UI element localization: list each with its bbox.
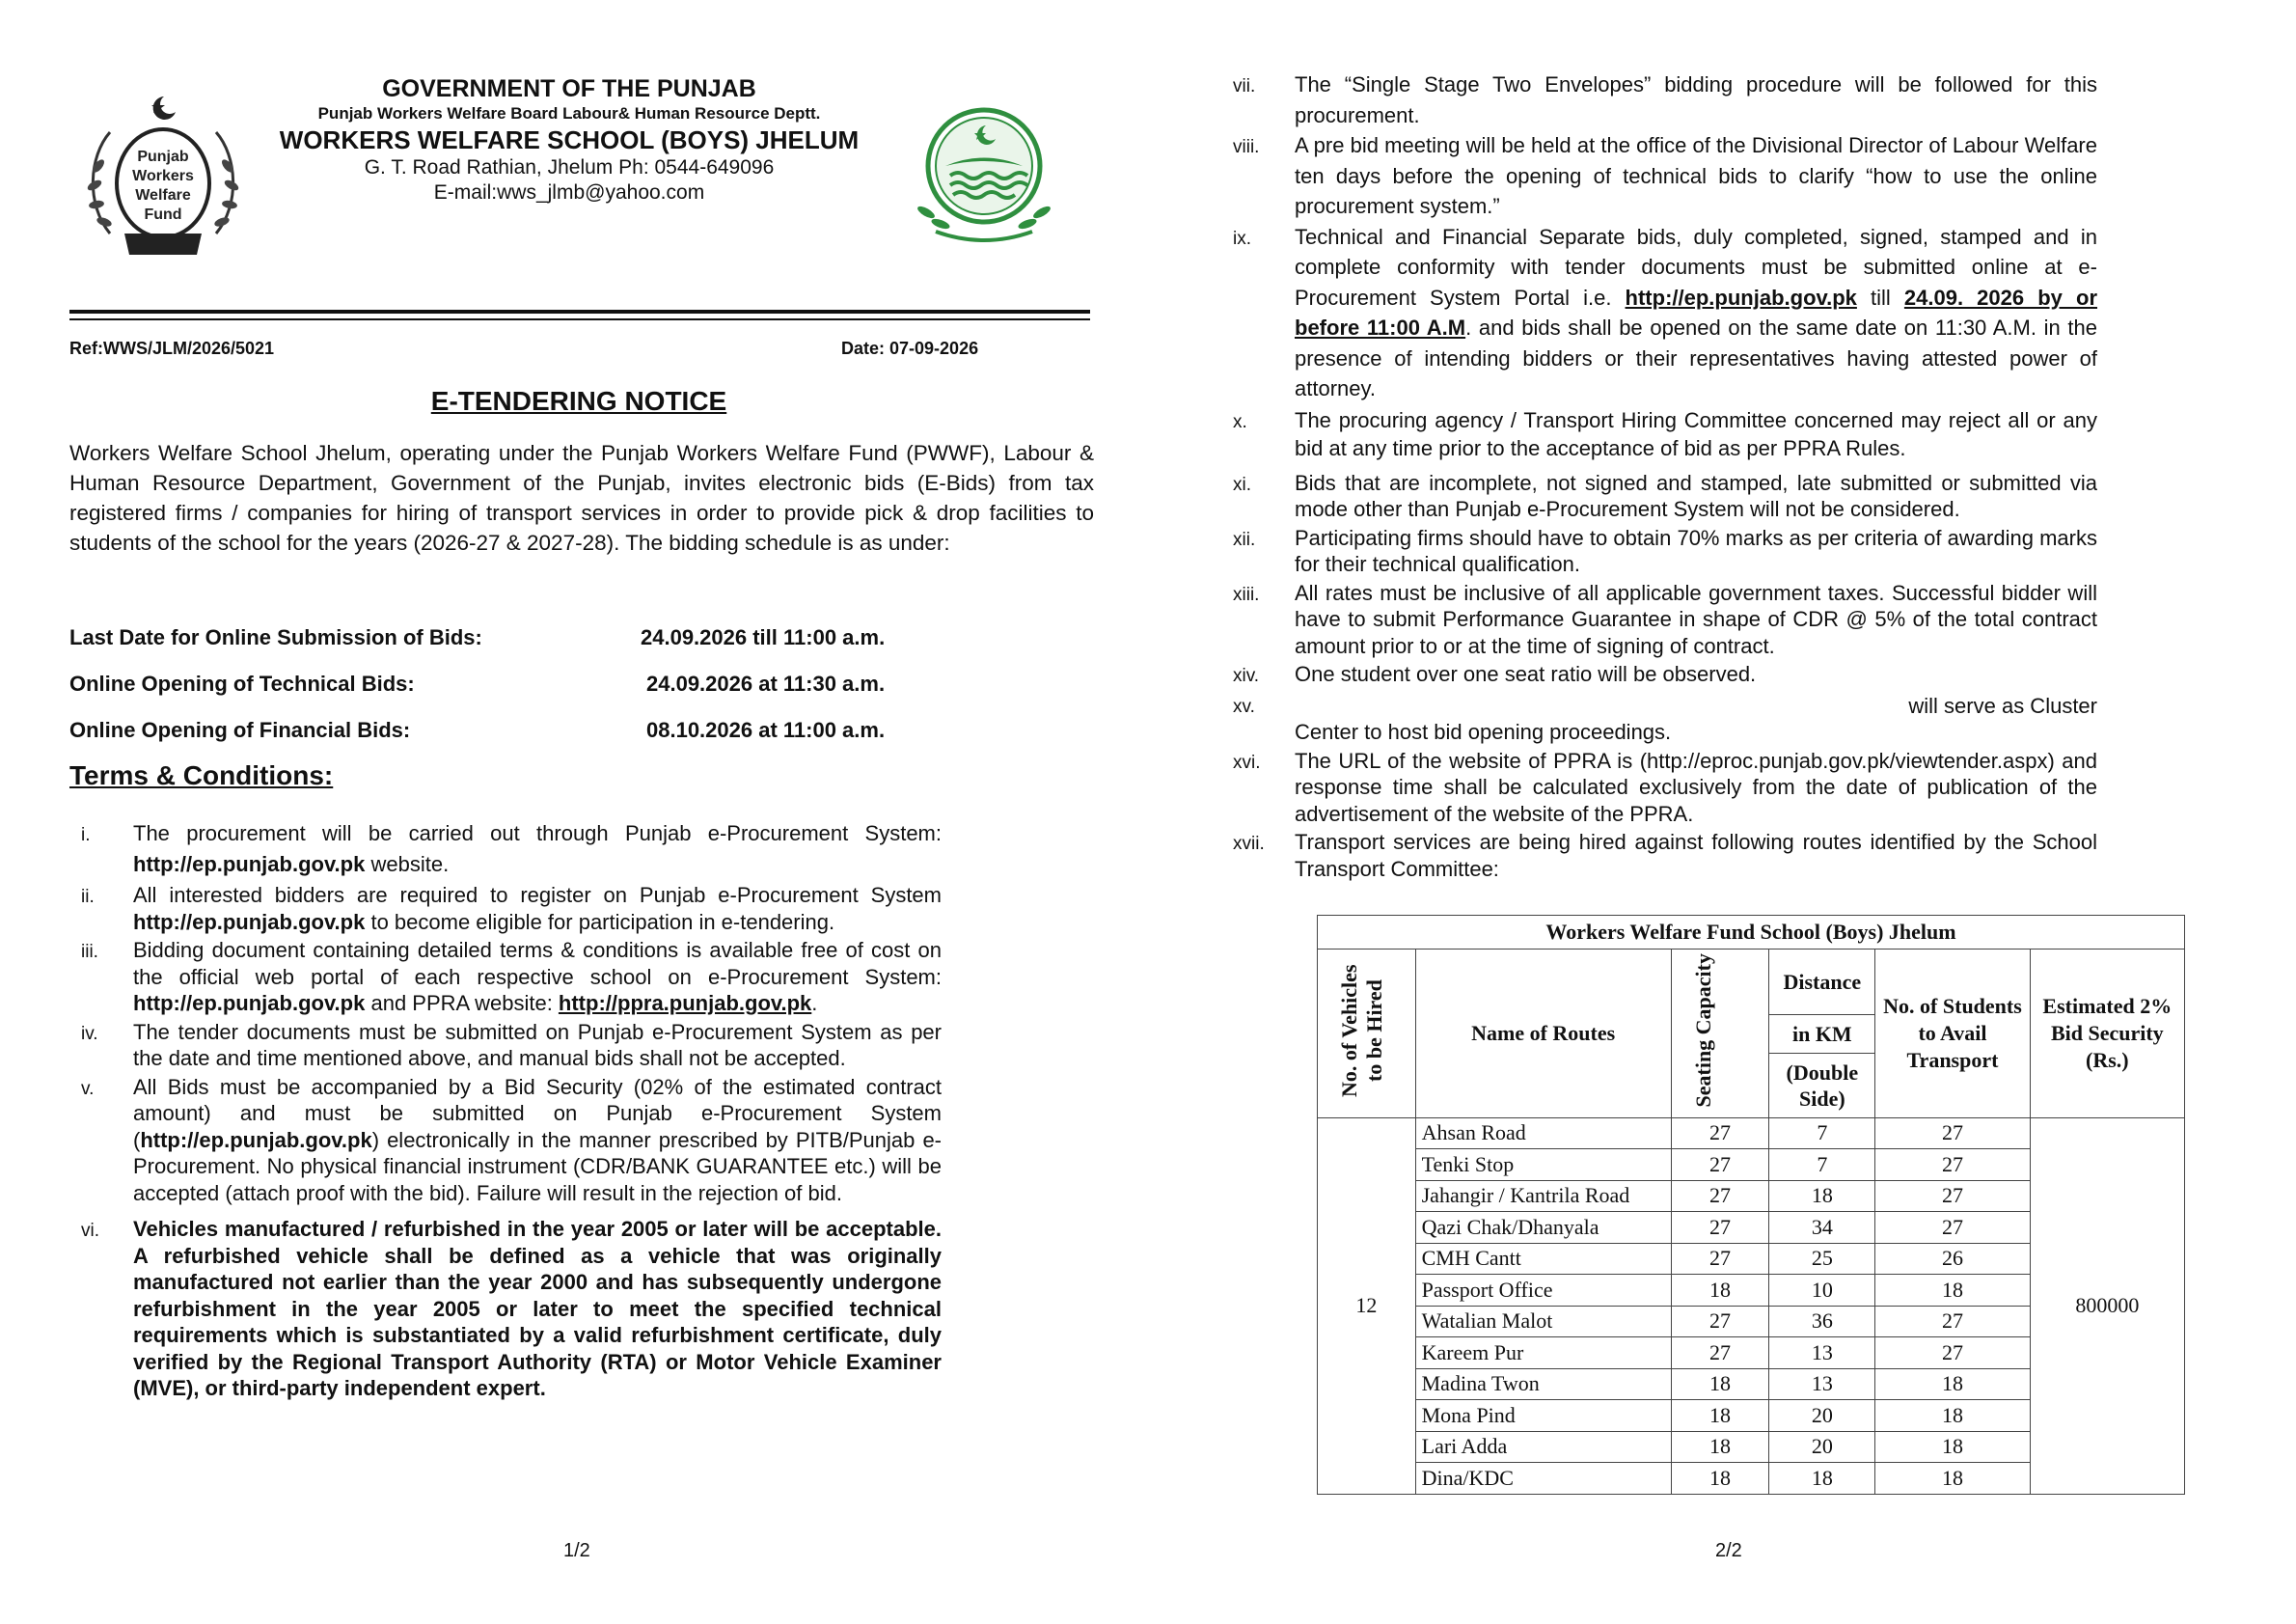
students-count: 18 xyxy=(1875,1275,2030,1307)
term-number: xv. xyxy=(1233,696,1255,717)
distance-km: 18 xyxy=(1769,1463,1875,1495)
seating-capacity: 18 xyxy=(1671,1275,1769,1307)
route-name: Madina Twon xyxy=(1415,1368,1671,1400)
term-xvi xyxy=(1233,748,2097,828)
distance-km: 36 xyxy=(1769,1306,1875,1337)
term-text: website. xyxy=(365,852,450,876)
term-text: will serve as Cluster xyxy=(1908,693,2097,718)
redacted-text xyxy=(1349,692,1908,713)
header-board: Punjab Workers Welfare Board Labour& Human Resource Deptt. xyxy=(317,104,821,123)
header-routes: Name of Routes xyxy=(1415,950,1671,1118)
term-number: xiv. xyxy=(1233,666,1260,686)
term-number: viii. xyxy=(1233,137,1260,157)
term-text: The “Single Stage Two Envelopes” bidding procedure will be followed for this procurement. xyxy=(1295,72,2097,127)
header-vehicles-text: No. of Vehicles to be Hired xyxy=(1337,964,1387,1097)
route-name: Qazi Chak/Dhanyala xyxy=(1415,1212,1671,1244)
term-number: xvii. xyxy=(1233,834,1265,854)
term-link[interactable]: http://ep.punjab.gov.pk xyxy=(1625,285,1857,310)
reference-number: Ref:WWS/JLM/2026/5021 xyxy=(69,339,275,358)
term-number: i. xyxy=(81,825,91,845)
seating-capacity: 27 xyxy=(1671,1180,1769,1212)
students-count: 27 xyxy=(1875,1180,2030,1212)
vehicles-count: 12 xyxy=(1318,1117,1416,1494)
term-text: till xyxy=(1856,285,1904,310)
term-text: and PPRA website: xyxy=(365,991,559,1015)
route-name: Mona Pind xyxy=(1415,1400,1671,1432)
term-iii xyxy=(81,937,942,1017)
term-number: xvi. xyxy=(1233,752,1261,773)
seating-capacity: 18 xyxy=(1671,1431,1769,1463)
route-name: Kareem Pur xyxy=(1415,1337,1671,1369)
term-text: The procurement will be carried out through Punjab e-Procurement System: xyxy=(133,821,942,845)
routes-table xyxy=(1317,915,2185,1495)
route-name: Lari Adda xyxy=(1415,1431,1671,1463)
schedule-value: 24.09.2026 at 11:30 a.m. xyxy=(646,672,886,696)
seating-capacity: 27 xyxy=(1671,1117,1769,1149)
term-text: A pre bid meeting will be held at the office of the Divisional Director of Labour Welfare ten days before the opening of technical bids to clarify “how to use the online procurement system.” xyxy=(1295,133,2097,218)
route-name: Jahangir / Kantrila Road xyxy=(1415,1180,1671,1212)
term-number: x. xyxy=(1233,411,1247,432)
schedule-label: Last Date for Online Submission of Bids: xyxy=(69,625,482,649)
term-ix xyxy=(1233,222,2098,404)
term-x xyxy=(1233,406,2097,462)
term-xii xyxy=(1233,525,2097,578)
distance-km: 34 xyxy=(1769,1212,1875,1244)
students-count: 27 xyxy=(1875,1212,2030,1244)
header-school: WORKERS WELFARE SCHOOL (BOYS) JHELUM xyxy=(279,125,860,154)
terms-heading: Terms & Conditions: xyxy=(69,760,334,790)
students-count: 27 xyxy=(1875,1337,2030,1369)
pwwf-logo xyxy=(81,89,245,262)
header-distance-unit: in KM xyxy=(1769,1015,1875,1054)
term-ii xyxy=(81,882,942,935)
distance-km: 10 xyxy=(1769,1275,1875,1307)
header-divider xyxy=(69,310,1090,314)
header-security: Estimated 2% Bid Security (Rs.) xyxy=(2030,950,2184,1118)
distance-km: 20 xyxy=(1769,1400,1875,1432)
term-text: All Bids must be accompanied by a Bid Security (02% of the estimated contract amount) and must be submitted on Punjab e-Procurement System ( xyxy=(133,1074,942,1152)
term-text: One student over one seat ratio will be observed. xyxy=(1295,662,1757,686)
term-xiii xyxy=(1233,580,2097,660)
distance-km: 18 xyxy=(1769,1180,1875,1212)
svg-text:Fund: Fund xyxy=(144,206,182,223)
term-deadline: 24.09. 2026 by or before 11:00 A.M xyxy=(1295,285,2098,340)
term-number: vii. xyxy=(1233,76,1256,96)
distance-km: 7 xyxy=(1769,1117,1875,1149)
intro-paragraph: Workers Welfare School Jhelum, operating under the Punjab Workers Welfare Fund (PWWF), Labour & Human Resource Department, Government of the Punjab, invites electronic bids (E-Bids) from tax registered firms / companies for hiring of transport services in order to provide pick & drop facilities to students of the school for the years (2026-27 & 2027-28). The bidding schedule is as under: xyxy=(69,441,1094,555)
header-address: G. T. Road Rathian, Jhelum Ph: 0544-649096 xyxy=(364,156,775,179)
header-distance: Distance xyxy=(1769,950,1875,1015)
schedule-value: 08.10.2026 at 11:00 a.m. xyxy=(646,718,886,742)
table-row xyxy=(1318,1117,2185,1149)
page-number-left: 1/2 xyxy=(563,1540,590,1561)
term-number: iv. xyxy=(81,1023,98,1044)
term-number: ii. xyxy=(81,887,95,907)
students-count: 18 xyxy=(1875,1368,2030,1400)
header-email: E-mail:wws_jlmb@yahoo.com xyxy=(433,181,705,204)
header-distance-note: (Double Side) xyxy=(1769,1054,1875,1117)
schedule-label: Online Opening of Financial Bids: xyxy=(69,718,411,742)
header-seating-text: Seating Capacity xyxy=(1691,953,1716,1108)
term-text: Participating firms should have to obtain 70% marks as per criteria of awarding marks for their technical qualification. xyxy=(1295,525,2097,576)
svg-text:Punjab: Punjab xyxy=(137,149,189,165)
punjab-govt-emblem xyxy=(897,96,1071,251)
bid-security-amount: 800000 xyxy=(2030,1117,2184,1494)
header-divider-thin xyxy=(69,318,1090,320)
term-number: v. xyxy=(81,1078,95,1099)
seating-capacity: 18 xyxy=(1671,1368,1769,1400)
distance-km: 20 xyxy=(1769,1431,1875,1463)
header-seating xyxy=(1671,950,1769,1118)
seating-capacity: 27 xyxy=(1671,1212,1769,1244)
term-v xyxy=(81,1074,942,1207)
term-link[interactable]: http://ep.punjab.gov.pk xyxy=(133,991,366,1015)
term-text: All rates must be inclusive of all applicable government taxes. Successful bidder will have to submit Performance Guarantee in shape of CDR @ 5% of the total contract amount prior to or at the time of signing of contract. xyxy=(1295,580,2097,658)
route-name: Passport Office xyxy=(1415,1275,1671,1307)
notice-title: E-TENDERING NOTICE xyxy=(430,386,727,416)
term-text: Bids that are incomplete, not signed and stamped, late submitted or submitted via mode other than Punjab e-Procurement System will not be considered. xyxy=(1295,470,2097,521)
term-number: vi. xyxy=(81,1221,99,1241)
term-text: . xyxy=(811,991,818,1015)
distance-km: 7 xyxy=(1769,1149,1875,1181)
page-number-right: 2/2 xyxy=(1715,1540,1742,1561)
term-text: Technical and Financial Separate bids, duly completed, signed, stamped and in complete conformity with tender documents must be submitted online at e-Procurement System Portal i.e. xyxy=(1295,224,2097,310)
term-text: The procuring agency / Transport Hiring Committee concerned may reject all or any bid at any time prior to the acceptance of bid as per PPRA Rules. xyxy=(1295,407,2097,460)
term-xi xyxy=(1233,470,2097,523)
term-number: xi. xyxy=(1233,474,1251,495)
term-vi xyxy=(81,1216,942,1402)
term-text: Transport services are being hired against following routes identified by the School Transport Committee: xyxy=(1295,830,2097,881)
term-link[interactable]: http://ep.punjab.gov.pk xyxy=(133,852,366,876)
term-text: to become eligible for participation in e-tendering. xyxy=(365,909,835,934)
term-text: The tender documents must be submitted on Punjab e-Procurement System as per the date and time mentioned above, and manual bids shall not be accepted. xyxy=(133,1019,942,1070)
notice-date: Date: 07-09-2026 xyxy=(841,339,979,358)
route-rows xyxy=(1318,1117,2185,1494)
students-count: 18 xyxy=(1875,1463,2030,1495)
svg-text:Welfare: Welfare xyxy=(135,187,191,204)
term-iv xyxy=(81,1019,942,1072)
term-link[interactable]: http://ep.punjab.gov.pk xyxy=(133,909,366,934)
seating-capacity: 18 xyxy=(1671,1400,1769,1432)
students-count: 27 xyxy=(1875,1306,2030,1337)
students-count: 18 xyxy=(1875,1400,2030,1432)
term-vii xyxy=(1233,69,2097,130)
term-text: Bidding document containing detailed terms & conditions is available free of cost on the official web portal of each respective school on e-Procurement System: xyxy=(133,938,942,989)
term-i xyxy=(81,818,942,880)
term-xvii xyxy=(1233,829,2097,882)
terms-list-left xyxy=(81,818,942,1402)
students-count: 18 xyxy=(1875,1431,2030,1463)
header-government: GOVERNMENT OF THE PUNJAB xyxy=(382,75,756,102)
term-xv xyxy=(1233,692,2097,746)
term-number: xiii. xyxy=(1233,584,1260,605)
route-name: Ahsan Road xyxy=(1415,1117,1671,1149)
distance-km: 13 xyxy=(1769,1368,1875,1400)
route-name: Watalian Malot xyxy=(1415,1306,1671,1337)
seating-capacity: 27 xyxy=(1671,1149,1769,1181)
header-students: No. of Students to Avail Transport xyxy=(1875,950,2030,1118)
route-name: Dina/KDC xyxy=(1415,1463,1671,1495)
term-text: The URL of the website of PPRA is (http://eproc.punjab.gov.pk/viewtender.aspx) and response time shall be calculated exclusively from the date of publication of the advertisement of the website of the PPRA. xyxy=(1295,748,2097,826)
term-text: ) electronically in the manner prescribed by PITB/Punjab e-Procurement. No physical financial instrument (CDR/BANK GUARANTEE etc.) will be accepted (attach proof with the bid). Failure will result in the rejection of bid. xyxy=(133,1127,942,1205)
term-link[interactable]: http://ep.punjab.gov.pk xyxy=(140,1127,372,1152)
term-text: . and bids shall be opened on the same date on 11:30 A.M. in the presence of intending bidders or their representatives having attested power of attorney. xyxy=(1295,316,2097,400)
seating-capacity: 27 xyxy=(1671,1306,1769,1337)
distance-km: 13 xyxy=(1769,1337,1875,1369)
students-count: 26 xyxy=(1875,1243,2030,1275)
distance-km: 25 xyxy=(1769,1243,1875,1275)
seating-capacity: 27 xyxy=(1671,1337,1769,1369)
term-xiv xyxy=(1233,661,2097,688)
term-number: xii. xyxy=(1233,529,1256,550)
students-count: 27 xyxy=(1875,1117,2030,1149)
term-number: ix. xyxy=(1233,228,1251,249)
term-text: Vehicles manufactured / refurbished in the year 2005 or later will be acceptable. A refurbished vehicle shall be defined as a vehicle that was originally manufactured not earlier than the year 2000 and has subsequently undergone refurbishment in the year 2005 or later to meet the specified technical requirements which is substantiated by a valid refurbishment certificate, duly verified by the Regional Transport Authority (RTA) or Motor Vehicle Examiner (MVE), or third-party independent expert. xyxy=(133,1217,942,1400)
schedule-value: 24.09.2026 till 11:00 a.m. xyxy=(641,625,886,649)
seating-capacity: 18 xyxy=(1671,1463,1769,1495)
term-text: All interested bidders are required to register on Punjab e-Procurement System xyxy=(133,883,942,907)
table-caption: Workers Welfare Fund School (Boys) Jhelum xyxy=(1318,916,2185,950)
seating-capacity: 27 xyxy=(1671,1243,1769,1275)
header-vehicles xyxy=(1318,950,1416,1118)
route-name: CMH Cantt xyxy=(1415,1243,1671,1275)
svg-text:Workers: Workers xyxy=(132,168,194,184)
term-text: Center to host bid opening proceedings. xyxy=(1295,720,1672,744)
term-link[interactable]: http://ppra.punjab.gov.pk xyxy=(558,991,812,1015)
term-viii xyxy=(1233,130,2097,222)
students-count: 27 xyxy=(1875,1149,2030,1181)
route-name: Tenki Stop xyxy=(1415,1149,1671,1181)
schedule-label: Online Opening of Technical Bids: xyxy=(69,672,415,696)
term-number: iii. xyxy=(81,942,98,962)
terms-list-right xyxy=(1233,69,2098,882)
